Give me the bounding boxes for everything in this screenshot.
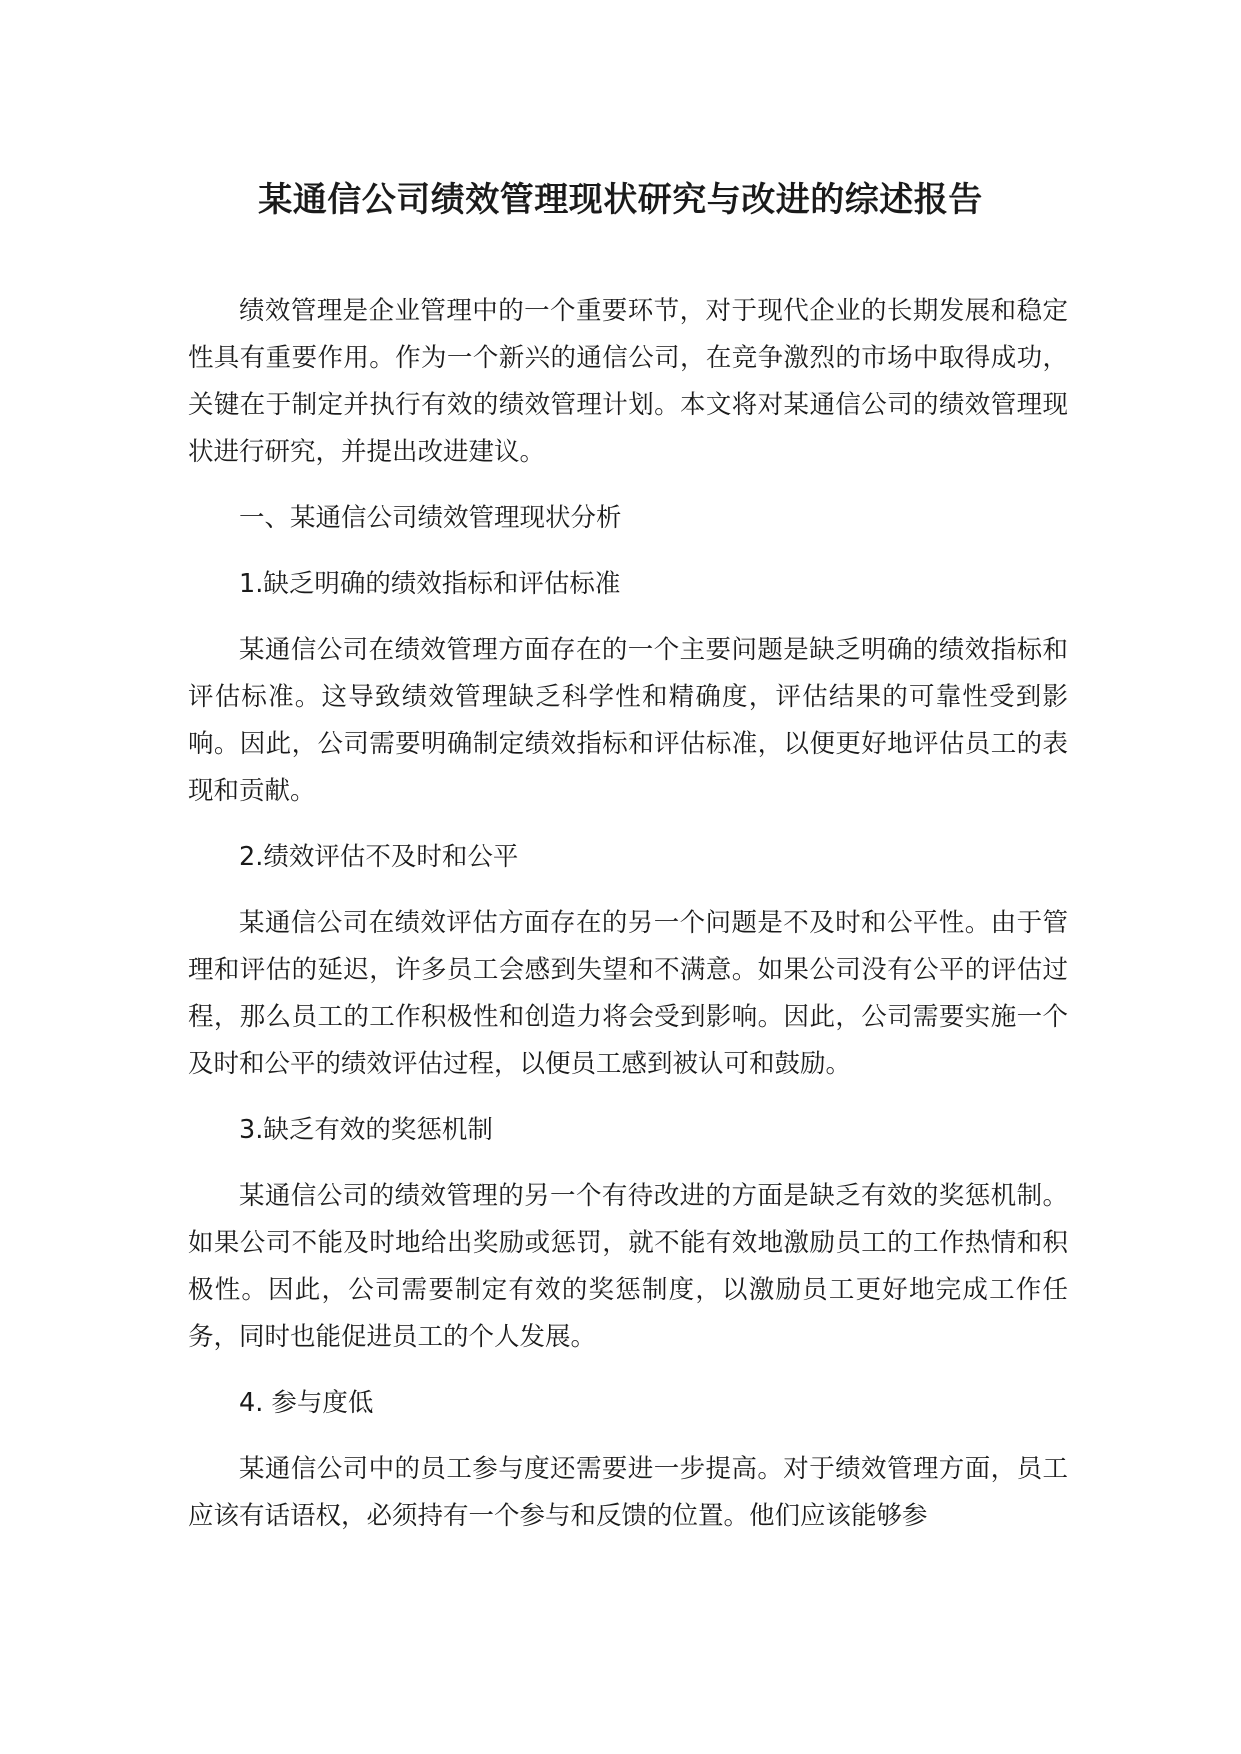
paragraph-3: 某通信公司的绩效管理的另一个有待改进的方面是缺乏有效的奖惩机制。如果公司不能及时地给出奖励或惩罚，就不能有效地激励员工的工作热情和积极性。因此，公司需要制定有效的奖惩制度，以激励员工更好地完成工作任务，同时也能促进员工的个人发展。 — [188, 1181, 1068, 1352]
paragraph-1: 某通信公司在绩效管理方面存在的一个主要问题是缺乏明确的绩效指标和评估标准。这导致绩效管理缺乏科学性和精确度，评估结果的可靠性受到影响。因此，公司需要明确制定绩效指标和评估标准，以便更好地评估员工的表现和贡献。 — [188, 635, 1068, 806]
intro-paragraph: 绩效管理是企业管理中的一个重要环节，对于现代企业的长期发展和稳定性具有重要作用。作为一个新兴的通信公司，在竞争激烈的市场中取得成功，关键在于制定并执行有效的绩效管理计划。本文将对某通信公司的绩效管理现状进行研究，并提出改进建议。 — [188, 296, 1068, 467]
subsection-heading-1: 1.缺乏明确的绩效指标和评估标准 — [239, 569, 621, 599]
subsection-heading-3: 3.缺乏有效的奖惩机制 — [239, 1115, 493, 1145]
document-body — [188, 288, 1068, 1559]
subsection-heading-4: 4. 参与度低 — [239, 1388, 374, 1418]
section-heading-1: 一、某通信公司绩效管理现状分析 — [239, 503, 622, 533]
document-title: 某通信公司绩效管理现状研究与改进的综述报告 — [258, 180, 983, 220]
subsection-heading-2: 2.绩效评估不及时和公平 — [239, 842, 519, 872]
paragraph-2: 某通信公司在绩效评估方面存在的另一个问题是不及时和公平性。由于管理和评估的延迟，许多员工会感到失望和不满意。如果公司没有公平的评估过程，那么员工的工作积极性和创造力将会受到影响。因此，公司需要实施一个及时和公平的绩效评估过程，以便员工感到被认可和鼓励。 — [188, 908, 1068, 1079]
paragraph-4: 某通信公司中的员工参与度还需要进一步提高。对于绩效管理方面，员工应该有话语权，必须持有一个参与和反馈的位置。他们应该能够参 — [188, 1454, 1068, 1531]
